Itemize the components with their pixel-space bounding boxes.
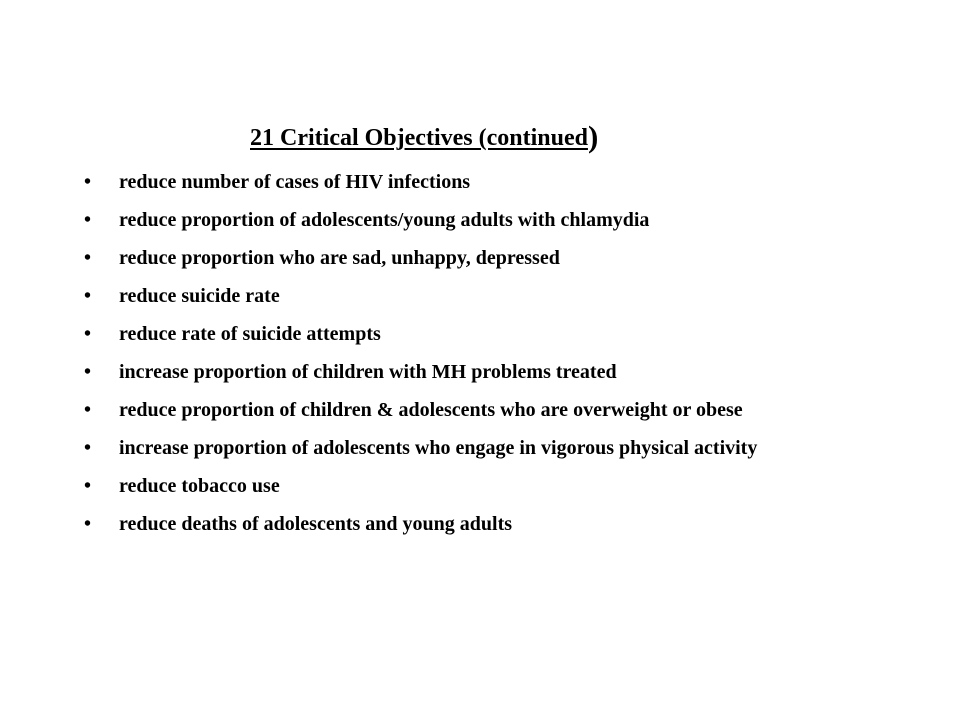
bullet-icon: • [84,475,92,497]
slide-title-close-paren: ) [587,119,599,154]
bullet-icon: • [84,513,92,535]
list-item [84,170,904,195]
list-item [84,284,904,309]
list-item-text: increase proportion of adolescents who engage in vigorous physical activity [119,437,758,459]
bullet-icon: • [84,247,92,269]
list-item [84,246,904,271]
list-item [84,360,904,385]
list-item-text: increase proportion of children with MH problems treated [119,361,617,383]
list-item-text: reduce rate of suicide attempts [119,323,381,345]
objectives-list [84,170,904,550]
bullet-icon: • [84,285,92,307]
list-item [84,398,904,423]
list-item [84,512,904,537]
slide-title [250,120,598,155]
list-item-text: reduce proportion of adolescents/young adults with chlamydia [119,209,650,231]
list-item-text: reduce number of cases of HIV infections [119,171,471,193]
list-item-text: reduce proportion of children & adolescents who are overweight or obese [119,399,743,421]
slide-title-text: 21 Critical Objectives (continued [250,125,588,151]
list-item [84,474,904,499]
bullet-icon: • [84,437,92,459]
list-item-text: reduce proportion who are sad, unhappy, depressed [119,247,560,269]
list-item-text: reduce suicide rate [119,285,280,307]
bullet-icon: • [84,399,92,421]
bullet-icon: • [84,323,92,345]
bullet-icon: • [84,171,92,193]
bullet-icon: • [84,361,92,383]
list-item-text: reduce deaths of adolescents and young adults [119,513,513,535]
list-item [84,436,904,461]
list-item [84,208,904,233]
bullet-icon: • [84,209,92,231]
list-item-text: reduce tobacco use [119,475,280,497]
list-item [84,322,904,347]
